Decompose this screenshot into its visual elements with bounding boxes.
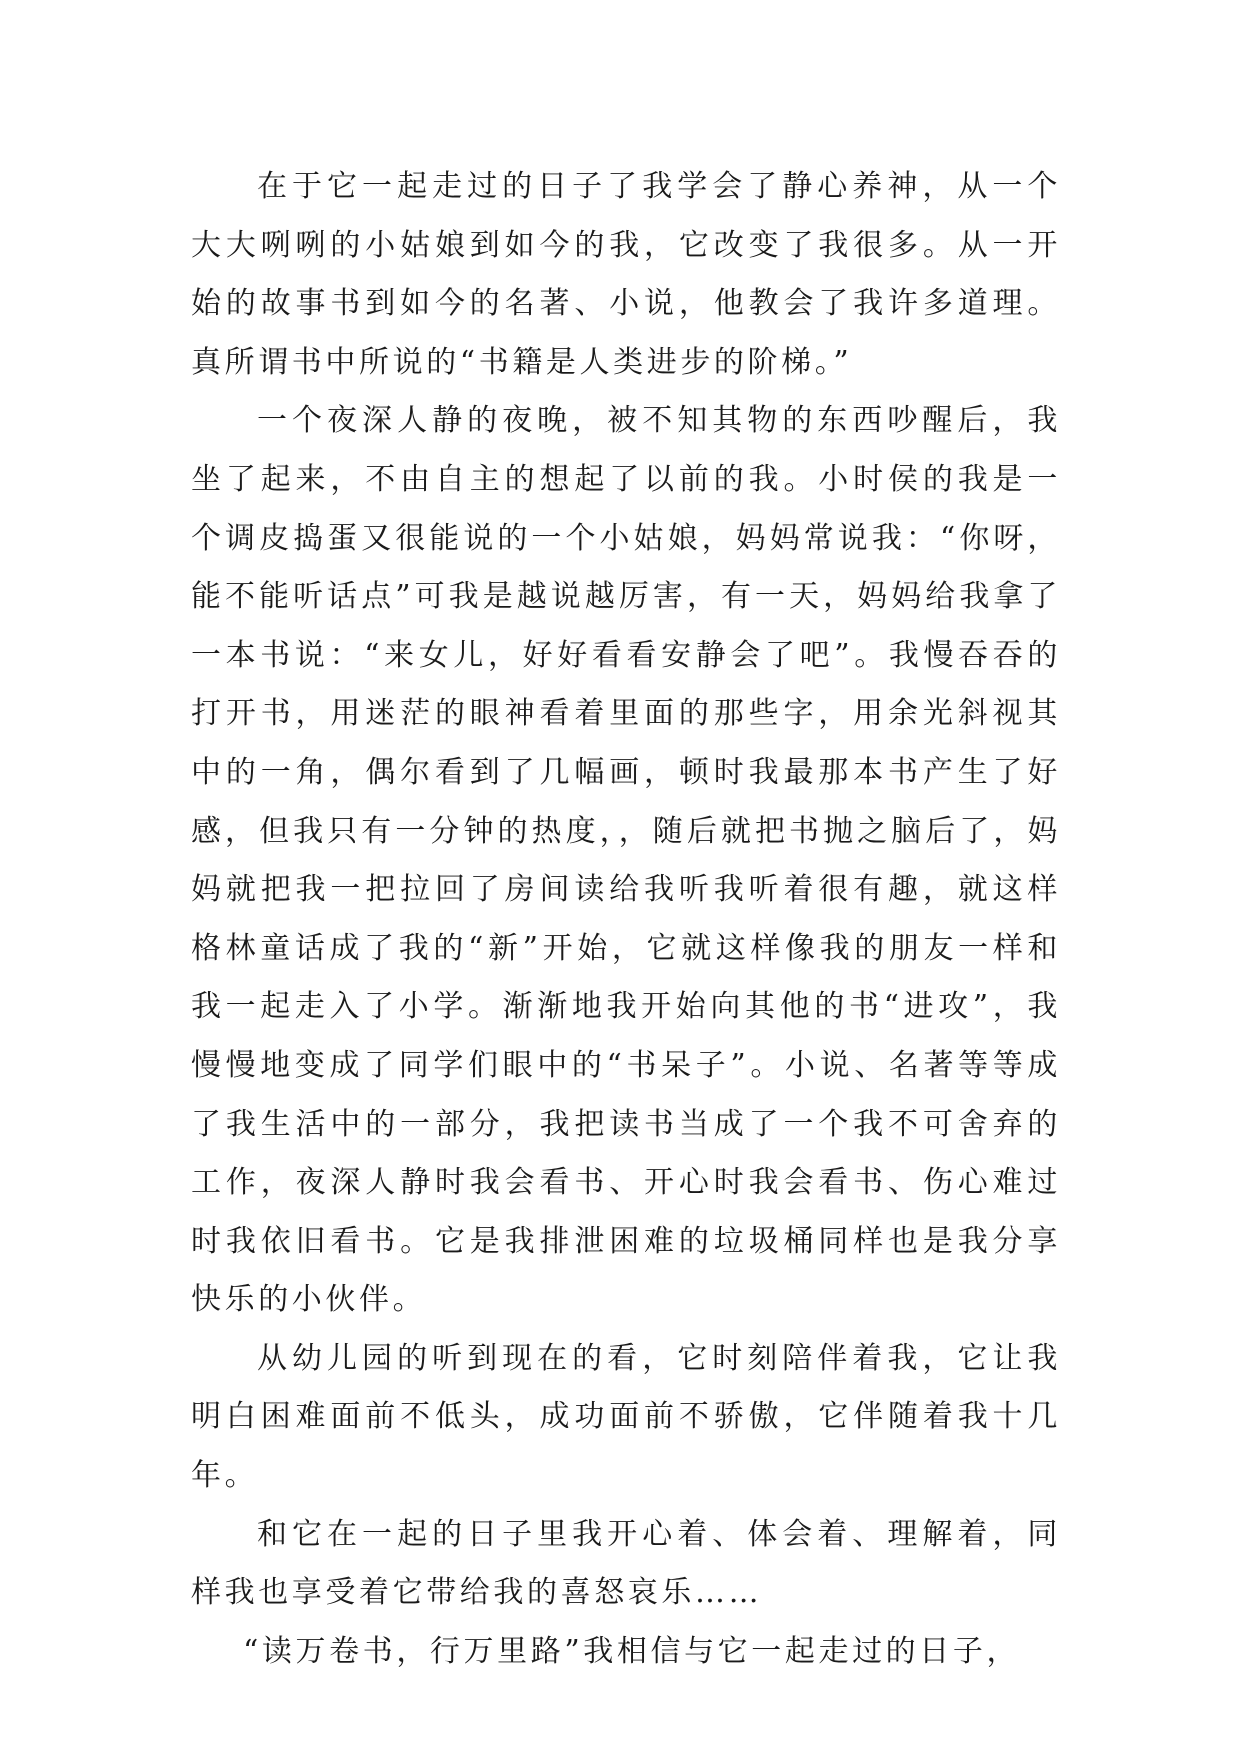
paragraph-1: 在于它一起走过的日子了我学会了静心养神，从一个大大咧咧的小姑娘到如今的我，它改变了我很多。从一开始的故事书到如今的名著、小说，他教会了我许多道理。真所谓书中所说的“书籍是人类进步的阶梯。” [191,169,1061,380]
paragraph-3: 从幼儿园的听到现在的看，它时刻陪伴着我，它让我明白困难面前不低头，成功面前不骄傲，它伴随着我十几年。 [191,1340,1061,1494]
paragraph-5: “读万卷书，行万里路”我相信与它一起走过的日子， [243,1633,1021,1669]
body-text [191,158,1061,1681]
paragraph-4: 和它在一起的日子里我开心着、体会着、理解着，同样我也享受着它带给我的喜怒哀乐…… [191,1516,1061,1611]
paragraph-2: 一个夜深人静的夜晚，被不知其物的东西吵醒后，我坐了起来，不由自主的想起了以前的我。小时侯的我是一个调皮捣蛋又很能说的一个小姑娘，妈妈常说我：“你呀，能不能听话点”可我是越说越厉害，有一天，妈妈给我拿了一本书说：“来女儿，好好看看安静会了吧”。我慢吞吞的打开书，用迷茫的眼神看着里面的那些字，用余光斜视其中的一角，偶尔看到了几幅画，顿时我最那本书产生了好感，但我只有一分钟的热度，，随后就把书抛之脑后了，妈妈就把我一把拉回了房间读给我听我听着很有趣，就这样格林童话成了我的“新”开始，它就这样像我的朋友一样和我一起走入了小学。渐渐地我开始向其他的书“进攻”，我慢慢地变成了同学们眼中的“书呆子”。小说、名著等等成了我生活中的一部分，我把读书当成了一个我不可舍弃的工作，夜深人静时我会看书、开心时我会看书、伤心难过时我依旧看书。它是我排泄困难的垃圾桶同样也是我分享快乐的小伙伴。 [191,403,1061,1318]
